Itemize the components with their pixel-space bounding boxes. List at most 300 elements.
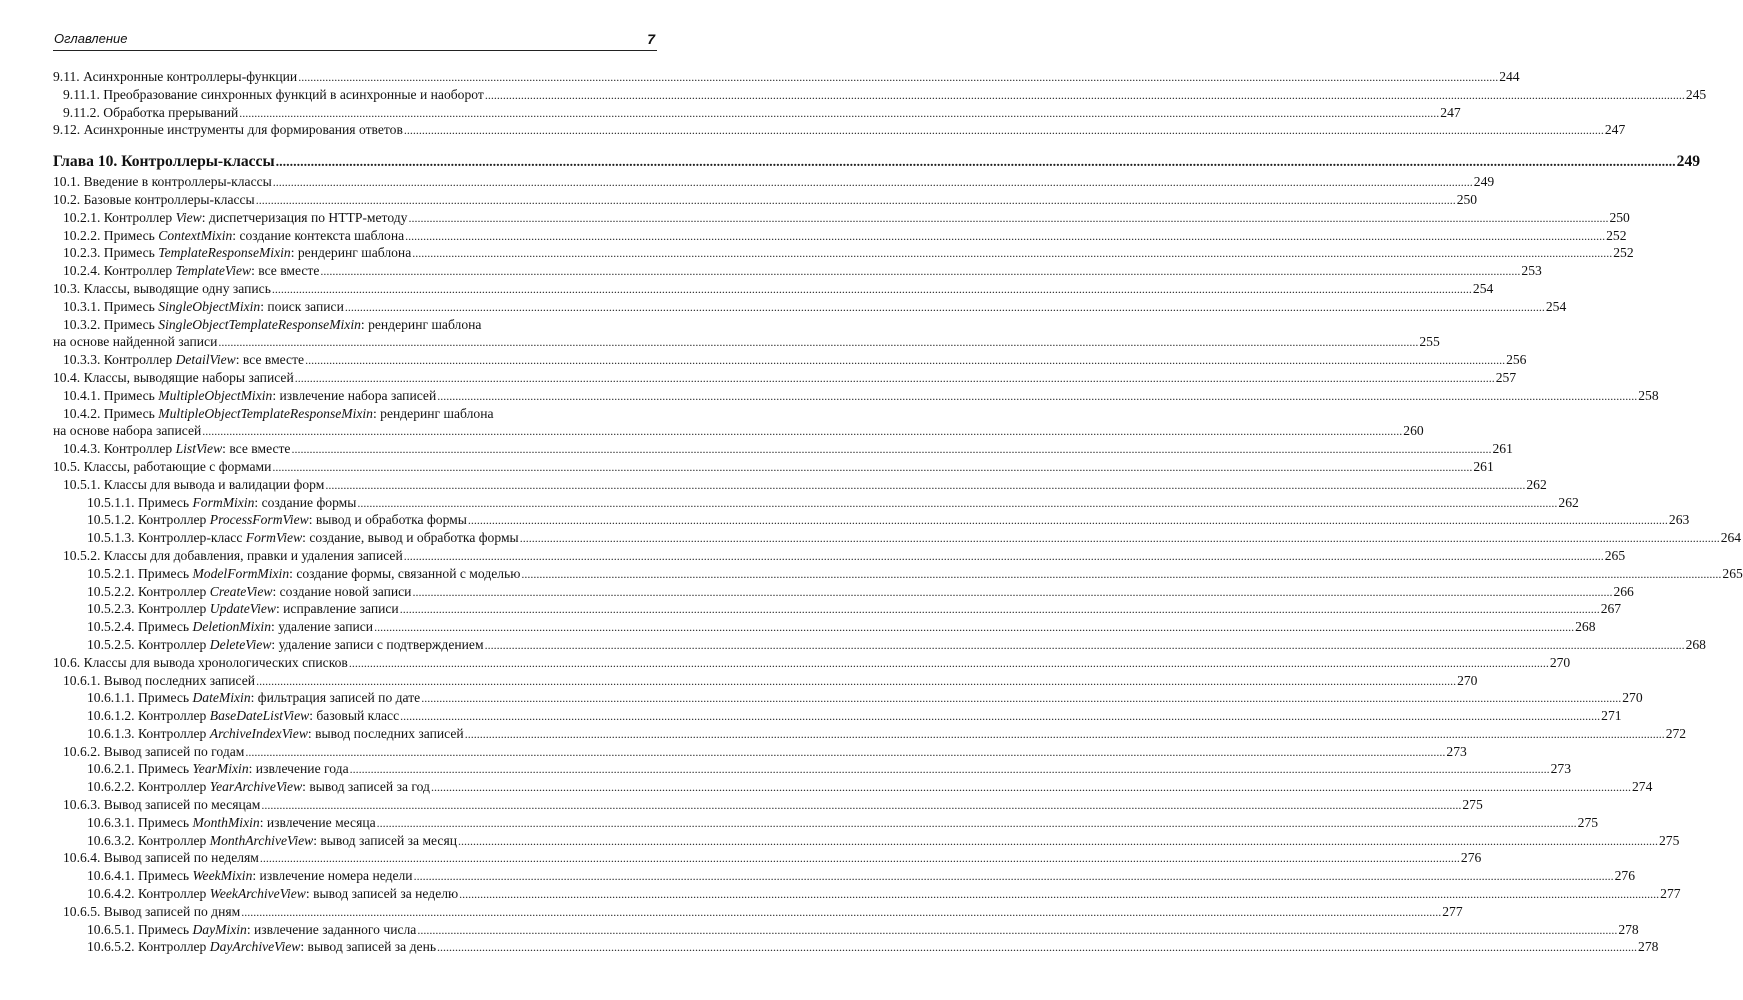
toc-entry-text: : удаление записи с подтверждением bbox=[271, 636, 484, 652]
toc-entry-text: : базовый класс bbox=[309, 708, 400, 724]
toc-entry-text: Примесь bbox=[100, 245, 159, 261]
toc-entry[interactable] bbox=[53, 298, 1567, 316]
toc-entry-text: : вывод и обработка формы bbox=[308, 512, 467, 528]
toc-entry-number: 10.6.2. bbox=[63, 743, 101, 759]
toc-dot-leader: ................................................................................................................................................................................................................................................................................................................................................................................................................ bbox=[467, 513, 1668, 528]
toc-entry-page: 275 bbox=[1659, 832, 1680, 848]
toc-dot-leader: ................................................................................................................................................................................................................................................................................................................................................................................................................ bbox=[218, 335, 1419, 350]
toc-entry[interactable] bbox=[53, 405, 657, 423]
toc-entry-text: Примесь bbox=[100, 298, 159, 314]
toc-entry-page: 262 bbox=[1526, 476, 1547, 492]
toc-entry[interactable] bbox=[53, 760, 1571, 778]
toc-entry[interactable] bbox=[53, 938, 1659, 956]
toc-entry-page: 266 bbox=[1613, 583, 1634, 599]
toc-entry-number: 10.4.1. bbox=[63, 387, 101, 403]
toc-dot-leader: ................................................................................................................................................................................................................................................................................................................................................................................................................ bbox=[437, 388, 1638, 403]
toc-entry-title bbox=[53, 422, 201, 440]
toc-entry[interactable] bbox=[53, 778, 1653, 796]
toc-entry-number: 10.6.4.1. bbox=[87, 868, 135, 884]
toc-entry-text: Контроллер bbox=[100, 352, 176, 368]
toc-entry-number: 10.5.2.1. bbox=[87, 565, 135, 581]
toc-entry-title bbox=[87, 778, 430, 796]
toc-dot-leader: ................................................................................................................................................................................................................................................................................................................................................................................................................ bbox=[325, 477, 1526, 492]
toc-entry-text: Контроллер bbox=[134, 601, 210, 617]
toc-dot-leader: ................................................................................................................................................................................................................................................................................................................................................................................................................ bbox=[344, 299, 1545, 314]
toc-entry[interactable] bbox=[53, 636, 1706, 654]
toc-dot-leader: ................................................................................................................................................................................................................................................................................................................................................................................................................ bbox=[399, 602, 1600, 617]
toc-dot-leader: ................................................................................................................................................................................................................................................................................................................................................................................................................ bbox=[357, 495, 1558, 510]
toc-entry-title bbox=[87, 565, 520, 583]
toc-entry-number: 10.2.1. bbox=[63, 209, 101, 225]
toc-entry-class-name: MonthArchiveView bbox=[209, 832, 314, 848]
toc-entry-page: 252 bbox=[1613, 245, 1634, 261]
toc-entry-title bbox=[63, 298, 344, 316]
toc-entry-text: Вывод записей по месяцам bbox=[100, 797, 261, 813]
toc-entry-class-name: SingleObjectTemplateResponseMixin bbox=[158, 316, 361, 332]
toc-entry-text: Примесь bbox=[100, 227, 159, 243]
toc-entry-page: 277 bbox=[1442, 903, 1463, 919]
toc-entry-page: 268 bbox=[1575, 619, 1596, 635]
toc-entry-class-name: WeekMixin bbox=[192, 868, 253, 884]
toc-entry-page: 258 bbox=[1638, 387, 1659, 403]
toc-entry-number: 10.6.5.2. bbox=[87, 939, 135, 955]
toc-entry-text: : диспетчеризация по HTTP-методу bbox=[201, 209, 408, 225]
toc-entry-text: : создание контекста шаблона bbox=[232, 227, 405, 243]
toc-entry-title bbox=[87, 832, 457, 850]
toc-entry-number: 10.6. bbox=[53, 654, 81, 670]
toc-entry-title bbox=[87, 725, 464, 743]
toc-entry-text: на основе найденной записи bbox=[53, 334, 218, 350]
toc-dot-leader: ................................................................................................................................................................................................................................................................................................................................................................................................................ bbox=[241, 904, 1442, 919]
toc-entry[interactable] bbox=[53, 814, 1599, 832]
toc-dot-leader: ................................................................................................................................................................................................................................................................................................................................................................................................................ bbox=[413, 869, 1614, 884]
toc-entry-text: : извлечение месяца bbox=[259, 814, 376, 830]
toc-dot-leader: ................................................................................................................................................................................................................................................................................................................................................................................................................ bbox=[294, 370, 1495, 385]
toc-entry[interactable] bbox=[53, 600, 1622, 618]
toc-dot-leader: ................................................................................................................................................................................................................................................................................................................................................................................................................ bbox=[521, 566, 1722, 581]
toc-entry-number: 10.3.2. bbox=[63, 316, 101, 332]
toc-entry-title bbox=[87, 867, 413, 885]
toc-dot-leader: ................................................................................................................................................................................................................................................................................................................................................................................................................ bbox=[349, 762, 1550, 777]
toc-entry-page: 276 bbox=[1614, 868, 1635, 884]
toc-entry-page: 262 bbox=[1558, 494, 1579, 510]
toc-dot-leader: ................................................................................................................................................................................................................................................................................................................................................................................................................ bbox=[484, 87, 1685, 102]
toc-dot-leader: ................................................................................................................................................................................................................................................................................................................................................................................................................ bbox=[421, 691, 1622, 706]
toc-entry-number: 10.4.3. bbox=[63, 441, 101, 457]
toc-entry-title bbox=[63, 903, 240, 921]
toc-entry-page: 253 bbox=[1521, 263, 1542, 279]
toc-entry-page: 247 bbox=[1440, 104, 1461, 120]
toc-entry-title bbox=[53, 173, 272, 191]
toc-dot-leader: ................................................................................................................................................................................................................................................................................................................................................................................................................ bbox=[400, 709, 1601, 724]
toc-entry-number: 10.6.2.1. bbox=[87, 761, 135, 777]
toc-chapter-entry[interactable] bbox=[53, 151, 1701, 172]
toc-entry-title bbox=[87, 511, 467, 529]
toc-entry-number: 10.6.3.1. bbox=[87, 814, 135, 830]
toc-entry-text: : извлечение заданного числа bbox=[246, 921, 417, 937]
toc-dot-leader: ................................................................................................................................................................................................................................................................................................................................................................................................................ bbox=[412, 584, 1613, 599]
toc-entry-page: 254 bbox=[1545, 298, 1567, 314]
header-page-number: 7 bbox=[647, 31, 655, 47]
toc-entry[interactable] bbox=[53, 244, 1634, 262]
toc-entry[interactable] bbox=[53, 121, 1626, 139]
toc-entry-class-name: DayArchiveView bbox=[209, 939, 301, 955]
toc-entry-page: 250 bbox=[1609, 209, 1630, 225]
toc-entry-page: 275 bbox=[1577, 814, 1599, 830]
toc-entry-title bbox=[87, 885, 458, 903]
toc-entry[interactable] bbox=[53, 654, 1571, 672]
toc-entry[interactable] bbox=[53, 86, 1707, 104]
toc-entry-title bbox=[53, 68, 297, 86]
toc-entry[interactable] bbox=[53, 547, 1626, 565]
toc-entry[interactable] bbox=[53, 173, 1495, 191]
toc-entry-title bbox=[87, 494, 356, 512]
toc-entry-class-name: SingleObjectMixin bbox=[158, 298, 261, 314]
toc-entry-page: 274 bbox=[1631, 779, 1653, 795]
running-header bbox=[53, 30, 657, 51]
toc-entry-title bbox=[63, 209, 407, 227]
toc-entry-page: 273 bbox=[1446, 743, 1467, 759]
toc-entry-title bbox=[53, 369, 294, 387]
toc-dot-leader: ................................................................................................................................................................................................................................................................................................................................................................................................................ bbox=[376, 815, 1577, 830]
toc-entry-number: 10.6.5. bbox=[63, 903, 101, 919]
toc-entry[interactable] bbox=[53, 476, 1547, 494]
toc-entry[interactable] bbox=[53, 885, 1681, 903]
toc-entry-number: 10.6.4.2. bbox=[87, 886, 135, 902]
toc-entry-title bbox=[53, 458, 271, 476]
toc-entry-title bbox=[63, 849, 259, 867]
toc-entry-title bbox=[53, 333, 217, 351]
toc-dot-leader: ................................................................................................................................................................................................................................................................................................................................................................................................................ bbox=[305, 353, 1506, 368]
toc-dot-leader: ................................................................................................................................................................................................................................................................................................................................................................................................................ bbox=[519, 531, 1720, 546]
toc-entry-text: : извлечение набора записей bbox=[272, 387, 437, 403]
toc-entry-number: 10.5.2.2. bbox=[87, 583, 135, 599]
toc-entry-page: 249 bbox=[1676, 153, 1701, 171]
toc-entry-page: 277 bbox=[1660, 886, 1681, 902]
toc-entry-page: 250 bbox=[1456, 191, 1478, 207]
toc-entry-text: : удаление записи bbox=[271, 619, 374, 635]
toc-entry-page: 278 bbox=[1638, 939, 1659, 955]
toc-entry-text: Контроллер bbox=[100, 209, 176, 225]
toc-entry[interactable] bbox=[53, 725, 1687, 743]
toc-entry[interactable] bbox=[53, 707, 1622, 725]
toc-entry-text: : рендеринг шаблона bbox=[290, 245, 412, 261]
toc-entry-text: : фильтрация записей по дате bbox=[250, 690, 421, 706]
toc-entry-text: Классы для вывода хронологических списков bbox=[80, 654, 348, 670]
toc-entry-title bbox=[53, 151, 275, 172]
toc-entry-title bbox=[63, 405, 494, 423]
toc-entry-title bbox=[63, 440, 290, 458]
toc-entry-page: 255 bbox=[1419, 334, 1440, 350]
toc-entry-title bbox=[53, 654, 348, 672]
toc-entry-number: 10.4. bbox=[53, 369, 81, 385]
toc-entry[interactable] bbox=[53, 867, 1635, 885]
toc-entry-page: 267 bbox=[1600, 601, 1622, 617]
toc-entry-text: Контроллер bbox=[134, 583, 210, 599]
toc-entry-class-name: ArchiveIndexView bbox=[209, 725, 308, 741]
toc-entry[interactable] bbox=[53, 369, 1517, 387]
toc-dot-leader: ................................................................................................................................................................................................................................................................................................................................................................................................................ bbox=[256, 673, 1457, 688]
toc-entry-text: Контроллер bbox=[134, 708, 210, 724]
toc-entry-text: : исправление записи bbox=[275, 601, 399, 617]
toc-entry-class-name: MultipleObjectTemplateResponseMixin bbox=[158, 405, 373, 421]
toc-entry-text: Классы, выводящие одну запись bbox=[80, 280, 271, 296]
toc-dot-leader: ................................................................................................................................................................................................................................................................................................................................................................................................................ bbox=[484, 637, 1685, 652]
toc-dot-leader: ................................................................................................................................................................................................................................................................................................................................................................................................................ bbox=[202, 424, 1403, 439]
toc-entry-page: 268 bbox=[1685, 636, 1706, 652]
toc-entry-text: Контроллер bbox=[134, 512, 210, 528]
toc-entry-page: 257 bbox=[1495, 369, 1517, 385]
toc-entry-text: Контроллер-класс bbox=[134, 530, 246, 546]
toc-entry-title bbox=[63, 104, 238, 122]
toc-dot-leader: ................................................................................................................................................................................................................................................................................................................................................................................................................ bbox=[437, 940, 1638, 955]
toc-entry-class-name: ProcessFormView bbox=[209, 512, 309, 528]
toc-dot-leader: ................................................................................................................................................................................................................................................................................................................................................................................................................ bbox=[374, 620, 1575, 635]
toc-entry-number: 10.2.3. bbox=[63, 245, 101, 261]
toc-entry-title bbox=[63, 796, 260, 814]
toc-entry-page: 249 bbox=[1473, 174, 1495, 190]
toc-entry-number: 10.6.3. bbox=[63, 797, 101, 813]
toc-entry-number: 10.3.3. bbox=[63, 352, 101, 368]
toc-entry-title bbox=[87, 814, 376, 832]
toc-entry-title bbox=[63, 476, 324, 494]
toc-entry[interactable] bbox=[53, 903, 1463, 921]
toc-entry[interactable] bbox=[53, 849, 1482, 867]
toc-entry-text: Примесь bbox=[134, 494, 193, 510]
toc-entry-page: 254 bbox=[1472, 280, 1494, 296]
toc-entry-text: Классы, выводящие наборы записей bbox=[80, 369, 294, 385]
toc-entry-class-name: WeekArchiveView bbox=[209, 886, 306, 902]
toc-entry-number: 10.2.2. bbox=[63, 227, 101, 243]
toc-dot-leader: ................................................................................................................................................................................................................................................................................................................................................................................................................ bbox=[412, 246, 1613, 261]
toc-entry-number: Глава 10. bbox=[53, 153, 118, 171]
toc-entry[interactable] bbox=[53, 191, 1478, 209]
toc-dot-leader: ................................................................................................................................................................................................................................................................................................................................................................................................................ bbox=[261, 798, 1462, 813]
toc-dot-leader: ................................................................................................................................................................................................................................................................................................................................................................................................................ bbox=[405, 228, 1606, 243]
toc-entry-page: 265 bbox=[1604, 547, 1626, 563]
toc-entry-title bbox=[87, 600, 399, 618]
toc-entry-number: 9.11.1. bbox=[63, 86, 100, 102]
toc-entry-number: 10.5.1.3. bbox=[87, 530, 135, 546]
toc-dot-leader: ................................................................................................................................................................................................................................................................................................................................................................................................................ bbox=[298, 70, 1499, 84]
toc-entry-title bbox=[63, 227, 404, 245]
toc-entry-page: 273 bbox=[1550, 761, 1571, 777]
toc-entry[interactable] bbox=[53, 387, 1659, 405]
toc-entry[interactable] bbox=[53, 529, 1742, 547]
toc-entry[interactable] bbox=[53, 672, 1478, 690]
toc-entry[interactable] bbox=[53, 618, 1596, 636]
toc-entry[interactable] bbox=[53, 921, 1639, 939]
toc-entry-page: 270 bbox=[1622, 690, 1643, 706]
toc-entry[interactable] bbox=[53, 565, 1743, 583]
toc-entry-title bbox=[87, 921, 416, 939]
toc-entry-page: 271 bbox=[1601, 708, 1622, 724]
toc-entry-text: : все вместе bbox=[251, 263, 320, 279]
toc-entry-class-name: YearArchiveView bbox=[209, 779, 303, 795]
toc-entry-text: Контроллер bbox=[134, 886, 210, 902]
toc-entry-page: 278 bbox=[1618, 921, 1639, 937]
toc-dot-leader: ................................................................................................................................................................................................................................................................................................................................................................................................................ bbox=[272, 175, 1473, 190]
toc-entry-class-name: UpdateView bbox=[209, 601, 276, 617]
toc-entry-title bbox=[63, 244, 411, 262]
toc-entry-text: : извлечение года bbox=[248, 761, 349, 777]
toc-entry-class-name: DateMixin bbox=[192, 690, 251, 706]
toc-entry-number: 10.5.1. bbox=[63, 476, 101, 492]
toc-entry-page: 244 bbox=[1499, 69, 1520, 84]
toc-entry-number: 10.5.1.2. bbox=[87, 512, 135, 528]
toc-entry-text: : все вместе bbox=[235, 352, 305, 368]
toc-entry[interactable] bbox=[53, 280, 1494, 298]
toc-entry[interactable] bbox=[53, 68, 1520, 86]
toc-entry[interactable] bbox=[53, 689, 1643, 707]
toc-entry[interactable] bbox=[53, 209, 1630, 227]
toc-entry-page: 261 bbox=[1473, 458, 1494, 474]
toc-dot-leader: ................................................................................................................................................................................................................................................................................................................................................................................................................ bbox=[403, 123, 1604, 138]
toc-entry-class-name: YearMixin bbox=[192, 761, 249, 777]
toc-entry-number: 10.2. bbox=[53, 191, 81, 207]
toc-dot-leader: ................................................................................................................................................................................................................................................................................................................................................................................................................ bbox=[271, 281, 1472, 296]
toc-entry-text: : рендеринг шаблона bbox=[372, 405, 494, 421]
toc-entry-text: : вывод записей за месяц bbox=[313, 832, 457, 848]
toc-entry-number: 10.5.2.4. bbox=[87, 619, 135, 635]
toc-entry-text: Базовые контроллеры-классы bbox=[80, 191, 255, 207]
toc-entry-title bbox=[63, 387, 436, 405]
toc-entry-page: 265 bbox=[1722, 565, 1743, 581]
toc-entry-text: Примесь bbox=[134, 565, 193, 581]
toc-entry-page: 264 bbox=[1720, 530, 1742, 546]
toc-entry-text: : создание, вывод и обработка формы bbox=[302, 530, 519, 546]
toc-entry[interactable] bbox=[53, 832, 1680, 850]
toc-entry-number: 10.3.1. bbox=[63, 298, 101, 314]
toc-entry-text: Примесь bbox=[134, 690, 193, 706]
toc-entry-text: Примесь bbox=[100, 405, 159, 421]
toc-entry[interactable] bbox=[53, 104, 1461, 122]
toc-entry-title bbox=[63, 743, 244, 761]
toc-entry-title bbox=[87, 938, 436, 956]
toc-entry-page: 272 bbox=[1665, 725, 1687, 741]
toc-entry-title bbox=[87, 618, 373, 636]
toc-entry-number: 10.5. bbox=[53, 458, 81, 474]
toc-dot-leader: ................................................................................................................................................................................................................................................................................................................................................................................................................ bbox=[430, 780, 1631, 795]
toc-entry-text: Контроллер bbox=[100, 441, 176, 457]
toc-entry-text: : вывод записей за день bbox=[300, 939, 437, 955]
toc-entry-title bbox=[87, 583, 411, 601]
toc-entry-text: Контроллер bbox=[134, 939, 210, 955]
toc-entry-text: : создание новой записи bbox=[272, 583, 412, 599]
toc-entry-text: Вывод записей по дням bbox=[100, 903, 241, 919]
toc-entry-class-name: ListView bbox=[175, 441, 223, 457]
toc-entry-number: 10.6.2.2. bbox=[87, 779, 135, 795]
toc-dot-leader: ................................................................................................................................................................................................................................................................................................................................................................................................................ bbox=[259, 851, 1460, 866]
toc-entry-class-name: CreateView bbox=[209, 583, 273, 599]
toc-entry-number: 9.12. bbox=[53, 122, 81, 138]
toc-entry-text: : создание формы, связанной с моделью bbox=[289, 565, 521, 581]
toc-entry-page: 263 bbox=[1668, 512, 1690, 528]
toc-entry-text: Примесь bbox=[100, 316, 159, 332]
toc-entry-text: Контроллер bbox=[134, 832, 210, 848]
toc-dot-leader: ................................................................................................................................................................................................................................................................................................................................................................................................................ bbox=[320, 264, 1521, 279]
toc-entry-class-name: ModelFormMixin bbox=[192, 565, 290, 581]
toc-entry-page: 252 bbox=[1606, 227, 1627, 243]
toc-entry[interactable] bbox=[53, 494, 1579, 512]
toc-entry-text: : все вместе bbox=[222, 441, 291, 457]
toc-entry-text: Контроллеры-классы bbox=[117, 153, 275, 171]
toc-entry-text: : вывод последних записей bbox=[307, 725, 464, 741]
toc-entry-number: 10.6.5.1. bbox=[87, 921, 135, 937]
toc-entry[interactable] bbox=[53, 422, 1424, 440]
toc-entry-title bbox=[63, 316, 481, 334]
toc-entry-title bbox=[63, 547, 403, 565]
toc-entry-title bbox=[87, 689, 420, 707]
toc-entry-text: : извлечение номера недели bbox=[252, 868, 413, 884]
toc-entry[interactable] bbox=[53, 227, 1627, 245]
toc-dot-leader: ................................................................................................................................................................................................................................................................................................................................................................................................................ bbox=[291, 442, 1492, 457]
toc-dot-leader: ................................................................................................................................................................................................................................................................................................................................................................................................................ bbox=[348, 655, 1549, 670]
toc-entry-text: Примесь bbox=[134, 814, 193, 830]
toc-entry-number: 10.2.4. bbox=[63, 263, 101, 279]
toc-entry-class-name: TemplateResponseMixin bbox=[158, 245, 291, 261]
toc-entry-title bbox=[87, 707, 399, 725]
toc-entry-number: 10.6.1.1. bbox=[87, 690, 135, 706]
toc-entry-title bbox=[53, 191, 255, 209]
toc-entry-text: Контроллер bbox=[134, 779, 210, 795]
toc-entry-number: 10.5.2.5. bbox=[87, 636, 135, 652]
toc-entry-text: Классы, работающие с формами bbox=[80, 458, 272, 474]
toc-entry[interactable] bbox=[53, 796, 1483, 814]
toc-entry-title bbox=[63, 262, 319, 280]
toc-entry-text: Контроллер bbox=[134, 725, 210, 741]
toc-entry-class-name: DayMixin bbox=[192, 921, 247, 937]
toc-entry-text: Вывод записей по неделям bbox=[100, 850, 259, 866]
toc-dot-leader: ................................................................................................................................................................................................................................................................................................................................................................................................................ bbox=[408, 210, 1609, 225]
toc-entry-title bbox=[63, 86, 484, 104]
table-of-contents bbox=[53, 68, 1743, 956]
toc-entry[interactable] bbox=[53, 351, 1527, 369]
toc-entry[interactable] bbox=[53, 511, 1690, 529]
toc-entry-number: 10.6.1.2. bbox=[87, 708, 135, 724]
toc-entry[interactable] bbox=[53, 458, 1494, 476]
toc-entry-number: 10.5.2. bbox=[63, 547, 101, 563]
toc-entry[interactable] bbox=[53, 262, 1542, 280]
toc-entry-text: : поиск записи bbox=[260, 298, 344, 314]
toc-entry-page: 247 bbox=[1604, 122, 1626, 138]
toc-entry[interactable] bbox=[53, 440, 1513, 458]
toc-entry-title bbox=[87, 760, 349, 778]
toc-entry[interactable] bbox=[53, 333, 1440, 351]
toc-entry-number: 10.6.1.3. bbox=[87, 725, 135, 741]
toc-entry-page: 261 bbox=[1492, 441, 1513, 457]
toc-entry-text: Классы для вывода и валидации форм bbox=[100, 476, 325, 492]
toc-entry-text: Классы для добавления, правки и удаления записей bbox=[100, 547, 403, 563]
toc-entry-text: Примесь bbox=[134, 619, 193, 635]
toc-entry-class-name: DetailView bbox=[175, 352, 236, 368]
toc-entry[interactable] bbox=[53, 316, 657, 334]
toc-entry[interactable] bbox=[53, 583, 1634, 601]
toc-entry-text: Асинхронные контроллеры-функции bbox=[79, 69, 298, 84]
toc-entry[interactable] bbox=[53, 743, 1467, 761]
toc-entry-text: Введение в контроллеры-классы bbox=[80, 174, 272, 190]
toc-entry-class-name: ContextMixin bbox=[158, 227, 233, 243]
toc-entry-text: Вывод записей по годам bbox=[100, 743, 245, 759]
toc-entry-number: 10.6.3.2. bbox=[87, 832, 135, 848]
toc-entry-number: 10.3. bbox=[53, 280, 81, 296]
toc-dot-leader: ................................................................................................................................................................................................................................................................................................................................................................................................................ bbox=[417, 922, 1618, 937]
toc-entry-title bbox=[53, 280, 271, 298]
toc-dot-leader: ................................................................................................................................................................................................................................................................................................................................................................................................................ bbox=[245, 744, 1446, 759]
toc-entry-text: Преобразование синхронных функций в асинхронные и наоборот bbox=[99, 86, 484, 102]
toc-entry-page: 276 bbox=[1460, 850, 1482, 866]
toc-entry-number: 10.6.1. bbox=[63, 672, 101, 688]
